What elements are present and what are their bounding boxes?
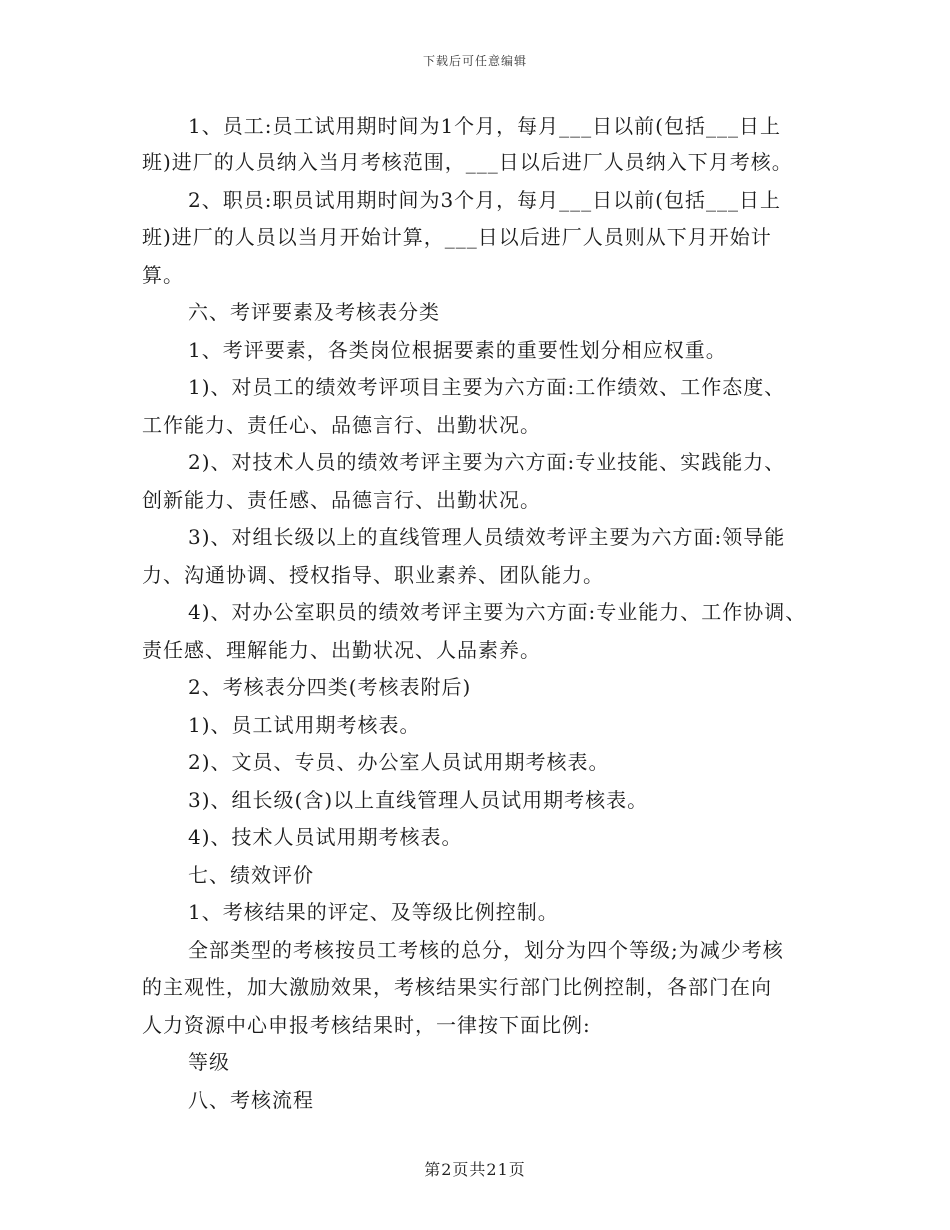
paragraph-line: 1、考核结果的评定、及等级比例控制。 [188,900,559,924]
paragraph-line: 工作能力、责任心、品德言行、出勤状况。 [142,413,541,437]
paragraph-line: 4)、技术人员试用期考核表。 [188,825,463,849]
paragraph-line: 1、员工:员工试用期时间为1个月，每月___日以前(包括___日上 [188,114,781,138]
paragraph-line: 4)、对办公室职员的绩效考评主要为六方面:专业能力、工作协调、 [188,600,807,624]
section-heading: 八、考核流程 [188,1088,314,1112]
paragraph-line: 责任感、理解能力、出勤状况、人品素养。 [142,638,541,662]
paragraph-line: 2)、文员、专员、办公室人员试用期考核表。 [188,750,610,774]
paragraph-line: 全部类型的考核按员工考核的总分，划分为四个等级;为减少考核 [188,938,784,962]
paragraph-line: 1)、员工试用期考核表。 [188,713,421,737]
section-heading: 七、绩效评价 [188,863,314,887]
paragraph-line: 力、沟通协调、授权指导、职业素养、团队能力。 [142,563,604,587]
paragraph-line: 2、考核表分四类(考核表附后) [188,675,472,699]
paragraph-line: 人力资源中心申报考核结果时，一律按下面比例: [142,1013,591,1037]
paragraph-line: 1、考评要素，各类岗位根据要素的重要性划分相应权重。 [188,338,727,362]
paragraph-line: 3)、对组长级以上的直线管理人员绩效考评主要为六方面:领导能 [188,525,786,549]
section-heading: 六、考评要素及考核表分类 [188,300,440,324]
paragraph-line: 班)进厂的人员以当月开始计算，___日以后进厂人员则从下月开始计 [142,225,772,249]
paragraph-line: 2)、对技术人员的绩效考评主要为六方面:专业技能、实践能力、 [188,450,786,474]
paragraph-line: 算。 [142,263,184,287]
paragraph-line: 班)进厂的人员纳入当月考核范围，___日以后进厂人员纳入下月考核。 [142,150,793,174]
paragraph-line: 2、职员:职员试用期时间为3个月，每月___日以前(包括___日上 [188,188,781,212]
paragraph-line: 等级 [188,1050,230,1074]
paragraph-line: 的主观性，加大激励效果，考核结果实行部门比例控制，各部门在向 [142,975,772,999]
paragraph-line: 3)、组长级(含)以上直线管理人员试用期考核表。 [188,788,649,812]
paragraph-line: 创新能力、责任感、品德言行、出勤状况。 [142,488,541,512]
page-footer: 第2页共21页 [424,1160,526,1179]
paragraph-line: 1)、对员工的绩效考评项目主要为六方面:工作绩效、工作态度、 [188,375,786,399]
page-header: 下载后可任意编辑 [422,54,527,68]
